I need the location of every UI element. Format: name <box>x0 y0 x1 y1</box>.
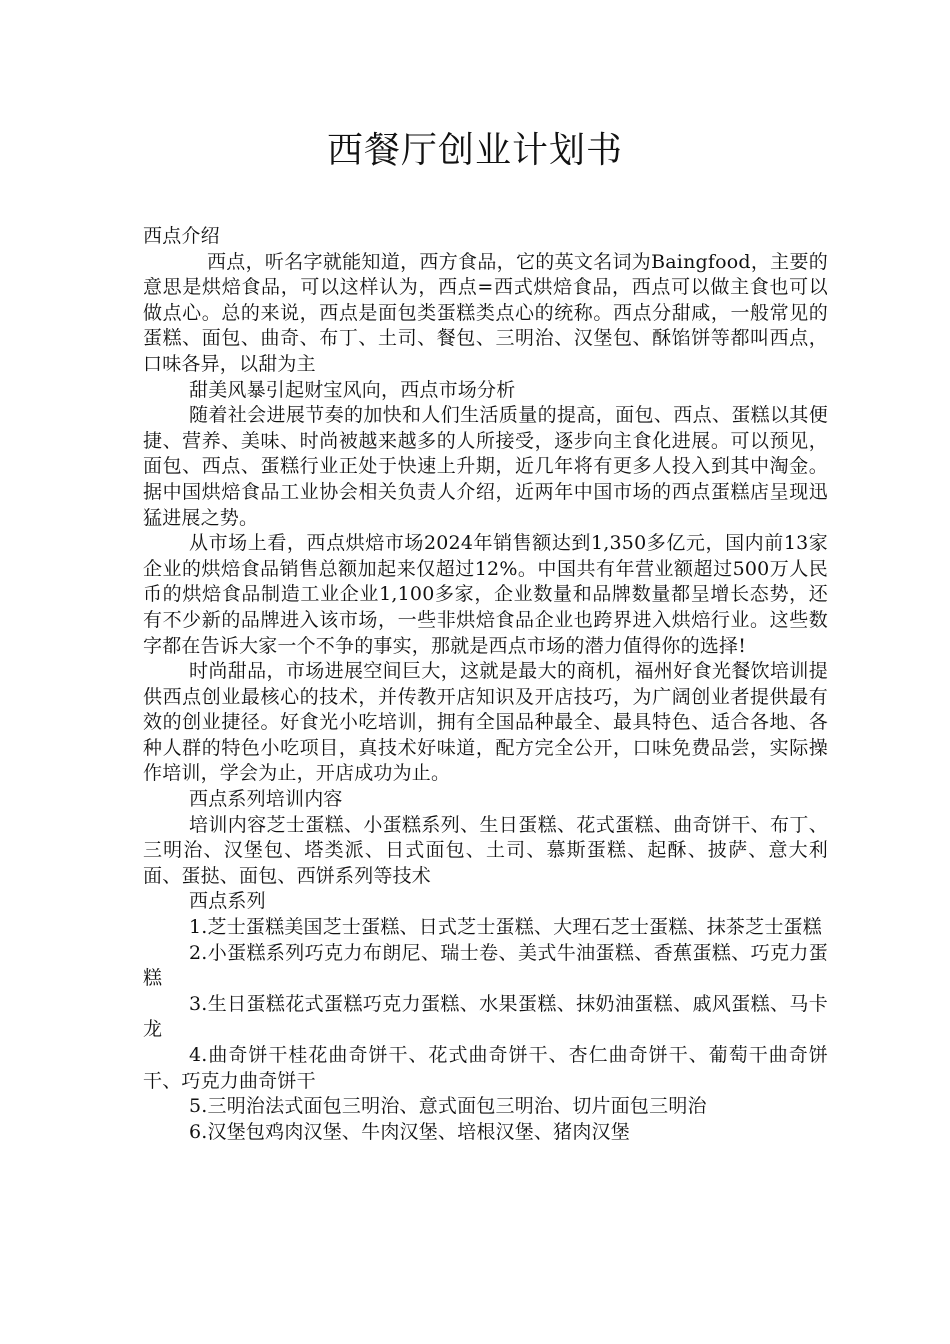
list-item-cookies: 4.曲奇饼干桂花曲奇饼干、花式曲奇饼干、杏仁曲奇饼干、葡萄干曲奇饼干、巧克力曲奇饼干 <box>143 1044 828 1092</box>
list-item-birthday-cakes: 3.生日蛋糕花式蛋糕巧克力蛋糕、水果蛋糕、抹奶油蛋糕、戚风蛋糕、马卡龙 <box>143 992 828 1041</box>
section-heading-market-analysis: 甜美风暴引起财宝风向，西点市场分析 <box>189 378 516 401</box>
paragraph-xidian-definition: 西点，听名字就能知道，西方食品，它的英文名词为Baingfood，主要的意思是烘焙食品，可以这样认为，西点=西式烘焙食品，西点可以做主食也可以做点心。总的来说，西点是面包类蛋糕类点心的统称。西点分甜咸，一般常见的蛋糕、面包、曲奇、布丁、土司、餐包、三明治、汉堡包、酥馅饼等都叫西点，口味各异，以甜为主 <box>143 250 828 375</box>
list-item-burgers: 6.汉堡包鸡肉汉堡、牛肉汉堡、培根汉堡、猪肉汉堡 <box>189 1120 630 1143</box>
list-item-small-cakes: 2.小蛋糕系列巧克力布朗尼、瑞士卷、美式牛油蛋糕、香蕉蛋糕、巧克力蛋糕 <box>143 941 828 990</box>
paragraph-market-sales: 从市场上看，西点烘焙市场2024年销售额达到1,350多亿元，国内前13家企业的烘焙食品销售总额加起来仅超过12%。中国共有年营业额超过500万人民币的烘焙食品制造工业企业1,100多家，企业数量和品牌数量都呈增长态势，还有不少新的品牌进入该市场，一些非烘焙食品企业也跨界进入烘焙行业。这些数字都在告诉大家一个不争的事实，那就是西点市场的潜力值得你的选择! <box>143 532 828 657</box>
section-heading-training-content: 西点系列培训内容 <box>189 788 343 811</box>
section-heading-xidian-intro: 西点介绍 <box>143 225 220 247</box>
paragraph-market-trend: 随着社会进展节奏的加快和人们生活质量的提高，面包、西点、蛋糕以其便捷、营养、美味、时尚被越来越多的人所接受，逐步向主食化进展。可以预见，面包、西点、蛋糕行业正处于快速上升期，近几年将有更多人投入到其中淘金。据中国烘焙食品工业协会相关负责人介绍，近两年中国市场的西点蛋糕店呈现迅猛进展之势。 <box>143 404 828 529</box>
list-item-cheesecake: 1.芝士蛋糕美国芝士蛋糕、日式芝士蛋糕、大理石芝士蛋糕、抹茶芝士蛋糕 <box>189 916 822 939</box>
document-body <box>143 224 828 1145</box>
document-title: 西餐厅创业计划书 <box>326 130 623 171</box>
list-item-sandwiches: 5.三明治法式面包三明治、意式面包三明治、切片面包三明治 <box>189 1095 707 1118</box>
section-heading-xidian-series: 西点系列 <box>189 890 266 913</box>
paragraph-training-business: 时尚甜品，市场进展空间巨大，这就是最大的商机，福州好食光餐饮培训提供西点创业最核心的技术，并传教开店知识及开店技巧，为广阔创业者提供最有效的创业捷径。好食光小吃培训，拥有全国品种最全、最具特色、适合各地、各种人群的特色小吃项目，真技术好味道，配方完全公开，口味免费品尝，实际操作培训，学会为止，开店成功为止。 <box>143 660 828 785</box>
paragraph-training-items: 培训内容芝士蛋糕、小蛋糕系列、生日蛋糕、花式蛋糕、曲奇饼干、布丁、三明治、汉堡包、塔类派、日式面包、土司、慕斯蛋糕、起酥、披萨、意大利面、蛋挞、面包、西饼系列等技术 <box>143 813 828 887</box>
